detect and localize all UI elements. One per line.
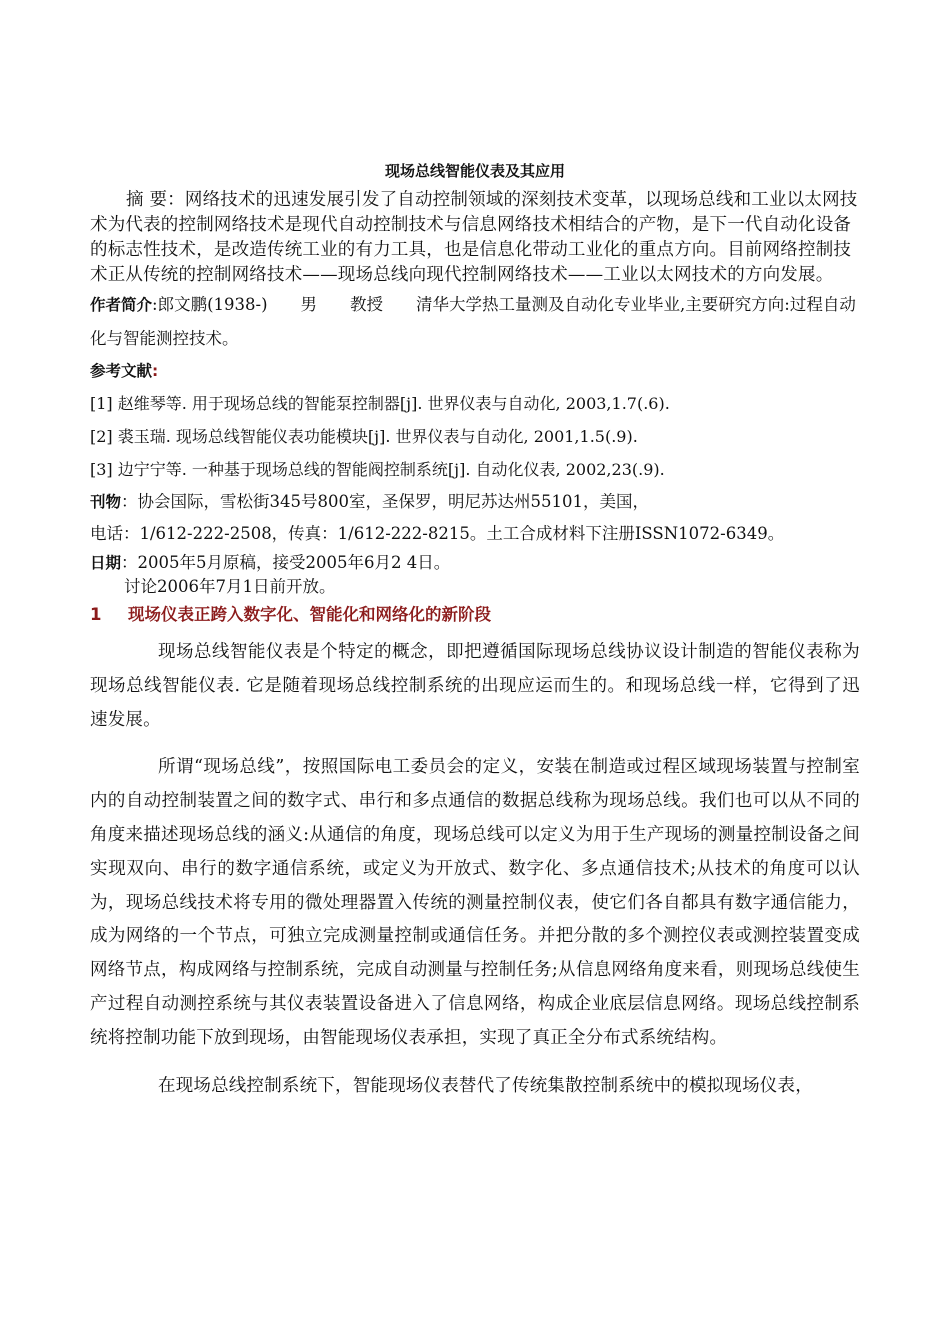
body-paragraph: 所谓“现场总线”，按照国际电工委员会的定义，安装在制造或过程区域现场装置与控制室内的自动控制装置之间的数字式、串行和多点通信的数据总线称为现场总线。我们也可以从不同的角度来描述现场总线的涵义:从通信的角度，现场总线可以定义为用于生产现场的测量控制设备之间实现双向、串行的数字通信系统，或定义为开放式、数字化、多点通信技术;从技术的角度可以认为，现场总线技术将专用的微处理器置入传统的测量控制仪表，使它们各自都具有数字通信能力，成为网络的一个节点，可独立完成测量控制或通信任务。并把分散的多个测控仪表或测控装置变成网络节点，构成网络与控制系统，完成自动测量与控制任务;从信息网络角度来看，则现场总线使生产过程自动测控系统与其仪表装置设备进入了信息网络，构成企业底层信息网络。现场总线控制系统将控制功能下放到现场，由智能现场仪表承担，实现了真正全分布式系统结构。	[90, 757, 860, 1048]
section-title: 现场仪表正跨入数字化、智能化和网络化的新阶段	[128, 605, 491, 624]
reference-item-1: [1] 赵维琴等. 用于现场总线的智能泵控制器[j]. 世界仪表与自动化, 2003,1.7(.6).	[90, 394, 670, 413]
section-number: 1	[90, 605, 102, 624]
author-text: :郎文鹏(1938-) 男 教授 清华大学热工量测及自动化专业毕业,主要研究方向:过程自动化与智能测控技术。	[90, 295, 856, 348]
date-label: 日期	[90, 554, 122, 572]
reference-item-2: [2] 裘玉瑞. 现场总线智能仪表功能模块[j]. 世界仪表与自动化, 2001,1.5(.9).	[90, 427, 638, 446]
references-colon: :	[152, 362, 159, 380]
journal-label: 刊物	[90, 493, 122, 511]
abstract	[90, 188, 860, 288]
journal-info	[90, 486, 860, 518]
discussion-note: 讨论2006年7月1日前开放。	[124, 577, 336, 596]
author-info	[90, 288, 860, 355]
author-label: 作者简介	[90, 296, 153, 314]
abstract-label: 摘 要：	[126, 190, 185, 210]
document-title: 现场总线智能仪表及其应用	[384, 162, 565, 180]
date-text: ：2005年5月原稿，接受2005年6月2 4日。	[121, 553, 451, 572]
abstract-text: 网络技术的迅速发展引发了自动控制领域的深刻技术变革，以现场总线和工业以太网技术为代表的控制网络技术是现代自动控制技术与信息网络技术相结合的产物，是下一代自动化设备的标志性技术，是改造传统工业的有力工具，也是信息化带动工业化的重点方向。目前网络控制技术正从传统的控制网络技术——现场总线向现代控制网络技术——工业以太网技术的方向发展。	[90, 190, 858, 285]
references-heading	[90, 355, 860, 387]
date-info	[90, 550, 860, 576]
body-paragraph: 在现场总线控制系统下，智能现场仪表替代了传统集散控制系统中的模拟现场仪表，	[158, 1075, 813, 1096]
journal-text: ：协会国际，雪松街345号800室，圣保罗，明尼苏达州55101，美国，	[121, 492, 649, 511]
contact-info: 电话：1/612-222-2508，传真：1/612-222-8215。土工合成材料下注册ISSN1072-6349。	[90, 524, 785, 543]
section-heading	[90, 600, 860, 630]
document-page	[90, 160, 860, 1117]
references-label: 参考文献	[90, 362, 153, 380]
reference-item-3: [3] 边宁宁等. 一种基于现场总线的智能阀控制系统[j]. 自动化仪表, 2002,23(.9).	[90, 460, 665, 479]
body-paragraph: 现场总线智能仪表是个特定的概念，即把遵循国际现场总线协议设计制造的智能仪表称为现场总线智能仪表. 它是随着现场总线控制系统的出现应运而生的。和现场总线一样，它得到了迅速发展。	[90, 642, 860, 730]
